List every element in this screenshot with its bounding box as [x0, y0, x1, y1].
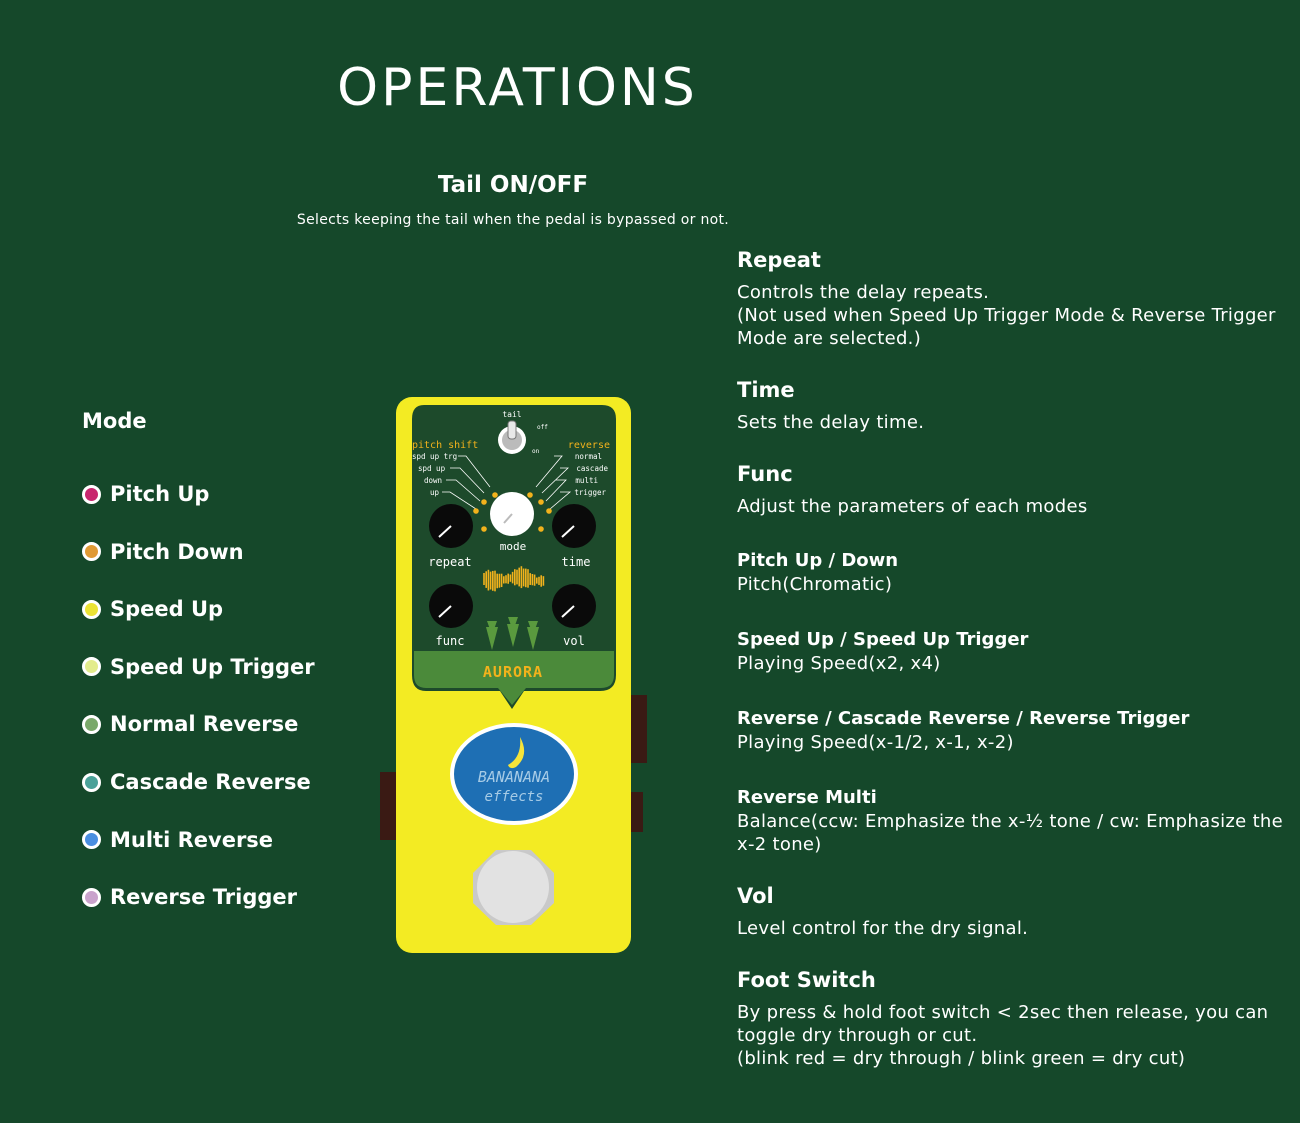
mode-item-label: Normal Reverse [110, 712, 299, 737]
repeat-line: (Not used when Speed Up Trigger Mode & Reverse Trigger [737, 305, 1276, 326]
foot-switch-line: toggle dry through or cut. [737, 1025, 978, 1046]
mode-color-dot-icon [82, 485, 101, 504]
func-item-multi-heading: Reverse Multi [737, 787, 877, 808]
vol-heading: Vol [737, 884, 774, 908]
foot-switch-line: (blink red = dry through / blink green = dry cut) [737, 1048, 1186, 1069]
tail-switch-on-label: on [532, 448, 540, 455]
repeat-knob-label: repeat [428, 555, 472, 569]
foot-switch-line: By press & hold foot switch < 2sec then release, you can [737, 1002, 1269, 1023]
foot-switch-button[interactable] [473, 850, 554, 925]
time-heading: Time [737, 378, 795, 402]
mode-option-label: down [424, 476, 443, 485]
func-item-line: Pitch(Chromatic) [737, 574, 893, 595]
mode-item [82, 540, 244, 564]
tail-heading: Tail ON/OFF [437, 172, 589, 198]
repeat-knob[interactable] [429, 504, 473, 548]
func-item-pitch-heading: Pitch Up / Down [737, 550, 899, 571]
mode-item [82, 828, 273, 852]
time-line: Sets the delay time. [737, 412, 925, 433]
pedal-name: AURORA [482, 663, 544, 681]
time-knob[interactable] [552, 504, 596, 548]
mode-item-label: Cascade Reverse [110, 770, 311, 794]
func-item-reverse-description [737, 731, 1292, 754]
func-knob[interactable] [429, 584, 473, 628]
func-item-speed-description [737, 652, 1292, 675]
vol-line: Level control for the dry signal. [737, 918, 1029, 939]
repeat-line: Controls the delay repeats. [737, 282, 990, 303]
func-description [737, 495, 1292, 518]
func-item-line: Playing Speed(x-1/2, x-1, x-2) [737, 732, 1014, 753]
func-heading: Func [737, 462, 793, 486]
mode-item-label: Speed Up [110, 597, 224, 622]
brand-name: BANANANA [477, 768, 551, 786]
repeat-description [737, 281, 1292, 350]
mode-color-dot-icon [82, 830, 101, 849]
mode-color-dot-icon [82, 715, 101, 734]
mode-color-dot-icon [82, 773, 101, 792]
tail-switch-label: tail [502, 410, 522, 419]
mode-item [82, 655, 315, 679]
mode-option-label: normal [574, 452, 602, 461]
mode-item [82, 712, 298, 736]
reverse-group-label: reverse [567, 440, 610, 451]
tail-switch-off-label: off [537, 424, 548, 431]
func-item-line: Balance(ccw: Emphasize the x-½ tone / cw: Emphasize the [737, 811, 1284, 832]
func-item-reverse-heading: Reverse / Cascade Reverse / Reverse Trigger [737, 708, 1190, 729]
page-title: OPERATIONS [337, 58, 698, 118]
func-knob-label: func [435, 634, 465, 648]
mode-item-label: Speed Up Trigger [110, 654, 315, 679]
mode-option-label: trigger [574, 488, 606, 497]
mode-item-label: Multi Reverse [110, 827, 274, 852]
input-jack [380, 772, 396, 840]
time-knob-label: time [561, 555, 591, 569]
time-description [737, 411, 1292, 434]
mode-color-dot-icon [82, 542, 101, 561]
mode-item-label: Reverse Trigger [110, 885, 297, 910]
mode-item-label: Pitch Up [110, 482, 210, 506]
mode-option-label: multi [575, 476, 598, 485]
func-item-pitch-description [737, 573, 1292, 596]
func-item-multi-description [737, 810, 1292, 856]
func-item-line: Playing Speed(x2, x4) [737, 653, 941, 674]
brand-subtitle: effects [484, 789, 544, 805]
brand-badge [450, 723, 578, 825]
mode-item [82, 482, 209, 506]
mode-option-label: up [430, 488, 440, 497]
mode-color-dot-icon [82, 657, 101, 676]
func-item-speed-heading: Speed Up / Speed Up Trigger [737, 629, 1029, 650]
mode-item [82, 885, 297, 909]
vol-description [737, 917, 1292, 940]
func-item-line: x-2 tone) [737, 834, 822, 855]
mode-option-label: cascade [576, 464, 608, 473]
func-line: Adjust the parameters of each modes [737, 496, 1088, 517]
repeat-heading: Repeat [737, 248, 821, 272]
mode-option-label: spd up [418, 464, 446, 473]
pitch-shift-group-label: pitch shift [412, 440, 479, 451]
vol-knob[interactable] [552, 584, 596, 628]
repeat-line: Mode are selected.) [737, 328, 922, 349]
mode-item [82, 770, 311, 794]
tail-description: Selects keeping the tail when the pedal is bypassed or not. [296, 212, 730, 228]
foot-switch-heading: Foot Switch [737, 968, 876, 992]
foot-switch-description [737, 1001, 1292, 1070]
pedal-illustration [380, 395, 650, 964]
mode-knob-label: mode [499, 540, 527, 553]
output-jack [631, 695, 647, 763]
mode-item [82, 597, 223, 621]
mode-color-dot-icon [82, 600, 101, 619]
vol-knob-label: vol [563, 634, 585, 648]
power-jack [631, 792, 643, 832]
mode-heading: Mode [82, 409, 147, 433]
mode-color-dot-icon [82, 888, 101, 907]
mode-option-label: spd up trg [412, 452, 458, 461]
mode-item-label: Pitch Down [110, 539, 244, 564]
